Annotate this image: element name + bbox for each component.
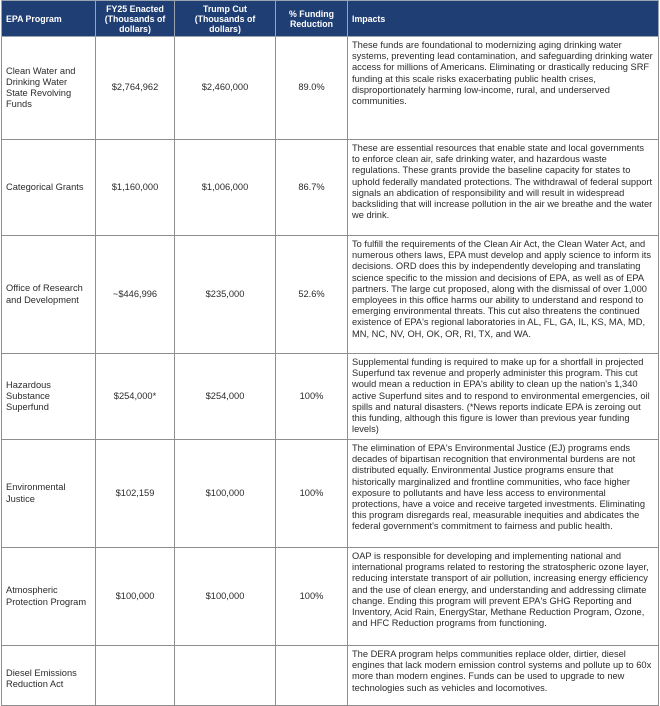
enacted-amount: $102,159	[96, 440, 175, 548]
enacted-amount: ~$446,996	[96, 236, 175, 354]
header-cut: Trump Cut (Thousands of dollars)	[175, 1, 276, 37]
funding-reduction: 89.0%	[276, 37, 348, 140]
cut-amount: $100,000	[175, 548, 276, 646]
table-row	[2, 646, 659, 706]
enacted-amount: $100,000	[96, 548, 175, 646]
table-row	[2, 236, 659, 354]
program-name: Office of Research and Development	[2, 236, 96, 354]
funding-reduction: 100%	[276, 548, 348, 646]
table-header	[2, 1, 659, 37]
header-enacted: FY25 Enacted (Thousands of dollars)	[96, 1, 175, 37]
impact-text: The elimination of EPA's Environmental Justice (EJ) programs ends decades of bipartisan recognition that environmental burdens are not distributed equally. Environmental Justice programs ensure that historically marginalized and frontline communities, who face higher exposure to pollutants and have less access to environmental protections, have a voice and receive targeted investments. Eliminating this program disregards real, measurable inequities and abdicates the federal government's commitment to fairness and public health.	[348, 440, 659, 548]
table-row	[2, 548, 659, 646]
epa-budget-table	[1, 0, 659, 706]
funding-reduction: 52.6%	[276, 236, 348, 354]
table-body	[2, 37, 659, 706]
table-row	[2, 440, 659, 548]
program-name: Environmental Justice	[2, 440, 96, 548]
enacted-amount: $254,000*	[96, 354, 175, 440]
cut-amount	[175, 646, 276, 706]
impact-text: To fulfill the requirements of the Clean Air Act, the Clean Water Act, and numerous others laws, EPA must develop and apply science to inform its decisions. ORD does this by independently developing and translating science specific to the mission and decisions of EPA, as well as of EPA partners. The large cut proposed, along with the dismissal of over 1,000 employees in this office harms our ability to understand and respond to emerging environmental threats. This cut also threatens the continued existence of EPA's regional laboratories in AL, FL, GA, IL, KS, MA, MD, MN, NC, NV, OH, OK, OR, RI, TX, and WA.	[348, 236, 659, 354]
impact-text: Supplemental funding is required to make up for a shortfall in projected Superfund tax revenue and properly administer this program. This cut would mean a reduction in EPA's ability to clean up the nation's 1,340 active Superfund sites and to respond to environmental emergencies, oil spills and natural disasters. (*News reports indicate EPA is zeroing out this funding, although this figure is lower than previous year funding levels)	[348, 354, 659, 440]
enacted-amount: $1,160,000	[96, 140, 175, 236]
program-name: Diesel Emissions Reduction Act	[2, 646, 96, 706]
cut-amount: $100,000	[175, 440, 276, 548]
funding-reduction	[276, 646, 348, 706]
table-row	[2, 37, 659, 140]
funding-reduction: 100%	[276, 354, 348, 440]
cut-amount: $254,000	[175, 354, 276, 440]
program-name: Hazardous Substance Superfund	[2, 354, 96, 440]
funding-reduction: 86.7%	[276, 140, 348, 236]
header-program: EPA Program	[2, 1, 96, 37]
program-name: Clean Water and Drinking Water State Revolving Funds	[2, 37, 96, 140]
table-row	[2, 140, 659, 236]
enacted-amount: $2,764,962	[96, 37, 175, 140]
header-impacts: Impacts	[348, 1, 659, 37]
cut-amount: $235,000	[175, 236, 276, 354]
cut-amount: $2,460,000	[175, 37, 276, 140]
header-reduction: % Funding Reduction	[276, 1, 348, 37]
table-row	[2, 354, 659, 440]
cut-amount: $1,006,000	[175, 140, 276, 236]
impact-text: These are essential resources that enable state and local governments to enforce clean air, safe drinking water, and hazardous waste regulations. These grants provide the baseline capacity for states to uphold federally mandated protections. The withdrawal of federal support signals an abdication of responsibility and will result in widespread backsliding that will increase pollution in the air we breathe and the water we drink.	[348, 140, 659, 236]
impact-text: The DERA program helps communities replace older, dirtier, diesel engines that lack modern emission control systems and pollute up to 60x more than modern engines. Funds can be used to upgrade to new technologies such as vehicles and locomotives.	[348, 646, 659, 706]
impact-text: OAP is responsible for developing and implementing national and international programs related to restoring the stratospheric ozone layer, reducing interstate transport of air pollution, increasing energy efficiency and the use of clean energy, and understanding and addressing climate change. Ending this program will prevent EPA's GHG Reporting and Inventory, Acid Rain, EnergyStar, Methane Reduction Program, Ozone, and HFC Reduction programs from functioning.	[348, 548, 659, 646]
funding-reduction: 100%	[276, 440, 348, 548]
program-name: Atmospheric Protection Program	[2, 548, 96, 646]
impact-text: These funds are foundational to modernizing aging drinking water systems, preventing lead contamination, and safeguarding drinking water access for millions of Americans. Eliminating or drastically reducing SRF funding at this scale risks exacerbating public health crises, disproportionately harming low-income, rural, and underserved communities.	[348, 37, 659, 140]
enacted-amount	[96, 646, 175, 706]
program-name: Categorical Grants	[2, 140, 96, 236]
